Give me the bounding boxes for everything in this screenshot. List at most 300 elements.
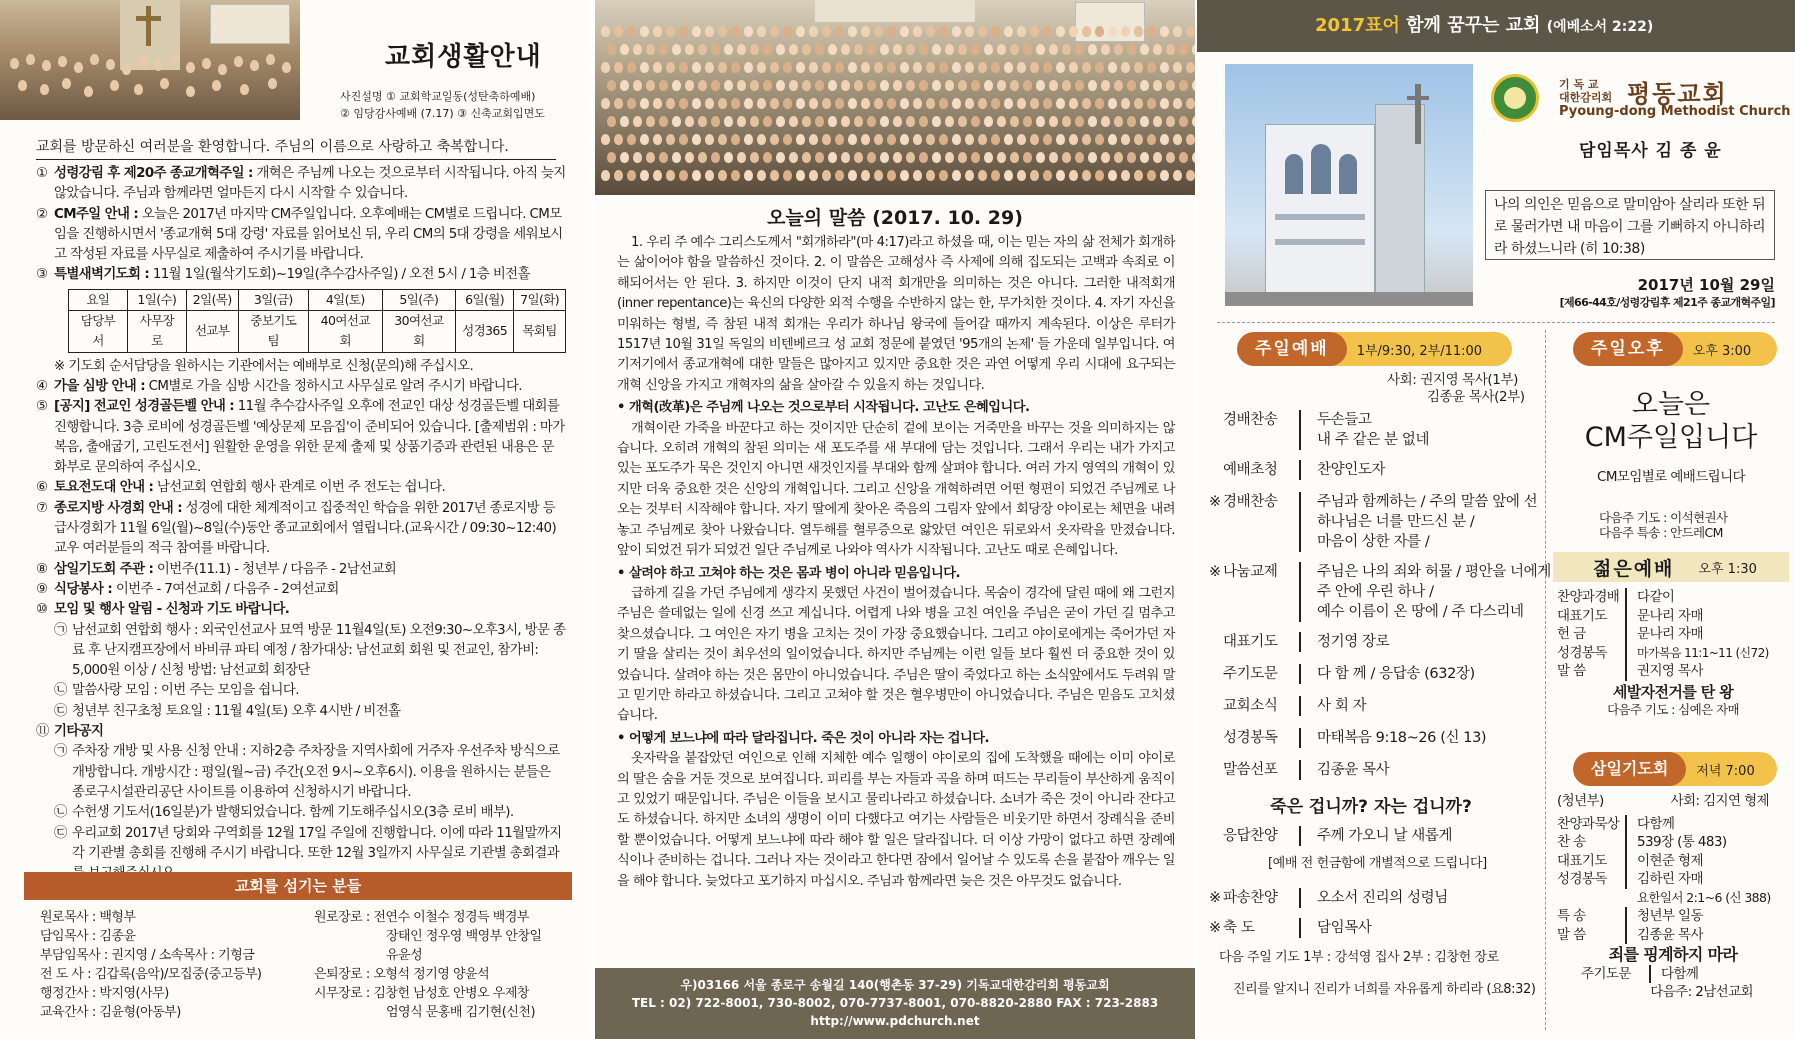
crowd-face (1140, 80, 1149, 91)
staff-line: 은퇴장로 : 오형석 정기영 양윤석 (314, 967, 490, 982)
staff-line: 전 도 사 : 김갑록(음악)/모집중(중고등부) (40, 967, 262, 982)
staff-line: 원로목사 : 백형부 (40, 910, 136, 925)
crowd-face (1095, 98, 1104, 109)
crowd-face (601, 134, 610, 145)
crowd-face (926, 134, 935, 145)
crowd-face (744, 62, 753, 73)
crowd-face (1017, 98, 1026, 109)
crowd-face (809, 170, 818, 181)
crowd-face (640, 134, 649, 145)
staff-line: 교육간사 : 김윤형(아동부) (40, 1005, 181, 1020)
crowd-face (1134, 170, 1143, 181)
crowd-face (1030, 170, 1039, 181)
crowd-face (698, 116, 707, 127)
crowd-face (809, 98, 818, 109)
crowd-face (789, 116, 798, 127)
crowd-face (945, 152, 954, 163)
crowd-face (848, 170, 857, 181)
crowd-face (906, 80, 915, 91)
church-name-english: Pyoung-dong Methodist Church (1559, 104, 1791, 119)
crowd-face (939, 26, 948, 37)
crowd-face (750, 152, 759, 163)
order-value: 김종윤 목사 (1317, 762, 1390, 778)
crowd-face (789, 80, 798, 91)
crowd-face (796, 26, 805, 37)
crowd-face (653, 62, 662, 73)
crowd-face (692, 26, 701, 37)
website-link[interactable]: http://www.pdchurch.net (810, 1014, 980, 1028)
crowd-face (965, 26, 974, 37)
order-value: 내 주 같은 분 없네 (1317, 432, 1430, 448)
crowd-face (633, 116, 642, 127)
crowd-face (698, 80, 707, 91)
crowd-face (601, 62, 610, 73)
crowd-face (718, 170, 727, 181)
crowd-face (718, 26, 727, 37)
crowd-face (1036, 116, 1045, 127)
crowd-face (958, 44, 967, 55)
photo-caption-line: 사진설명 ① 교회학교일동(성탄축하예배) (340, 90, 536, 103)
crowd-face (614, 98, 623, 109)
order-value: 담임목사 (1317, 920, 1372, 936)
crowd-face (1121, 134, 1130, 145)
crowd-face (835, 62, 844, 73)
crowd-face (1121, 170, 1130, 181)
crowd-face (997, 116, 1006, 127)
item-text: 오늘은 2017년 마지막 CM주일입니다. 오후예배는 CM별로 드립니다. CM모임을 진행하시면서 '종교개혁 5대 강령' 자료를 읽어보신 뒤, 우리 CM의 5대 강령을 세워보시고 작성된 자료를 사무실로 제출하여 주시기를 바랍니다. (54, 206, 563, 263)
crowd-face (666, 62, 675, 73)
order-row (1557, 662, 1789, 681)
welcome-message: 교회를 방문하신 여러분을 환영합니다. 주님의 이름으로 사랑하고 축복합니다. (36, 136, 556, 160)
youth-sermon-title: 세발자전거를 탄 왕 (1612, 682, 1734, 701)
youth-order (1553, 588, 1789, 720)
announcements-panel (0, 0, 590, 1039)
sub-item-text: 우리교회 2017년 당회와 구역회를 12월 17일 주일에 진행합니다. 이에 따라 11월말까지 각 기관별 총회를 진행해 주시기 바랍니다. 또한 12월 3일까지 사무실로 기관별 총회결과 (72, 825, 562, 861)
crowd-face (763, 80, 772, 91)
crowd-face (1147, 134, 1156, 145)
order-value: 다함께 (1661, 965, 1699, 982)
motto-reference: (에베소서 2:22) (1546, 19, 1654, 35)
crowd-face (1075, 116, 1084, 127)
order-row (1209, 492, 1563, 552)
crowd-face (737, 44, 746, 55)
crowd-face (672, 116, 681, 127)
crowd-face (900, 62, 909, 73)
sub-item (36, 702, 566, 722)
item-number: ① (36, 166, 48, 181)
crowd-face (822, 134, 831, 145)
banner-line: CM주일입니다 (1584, 422, 1758, 453)
crowd-face (978, 98, 987, 109)
crowd-face (952, 170, 961, 181)
crowd-face (776, 152, 785, 163)
crowd-face (958, 152, 967, 163)
crowd-face (828, 152, 837, 163)
crowd-face (913, 98, 922, 109)
table-row (69, 311, 566, 353)
crowd-face (984, 116, 993, 127)
sub-item (36, 742, 566, 803)
staff-list-right (314, 908, 542, 1022)
crowd-face (828, 116, 837, 127)
church-name: 평동교회 (1627, 80, 1728, 108)
weekly-verse: 나의 의인은 믿음으로 말미암아 살리라 또한 뒤로 물러가면 내 마음이 그를 기뻐하지 아니하리라 하셨느니라 (히 10:38) (1485, 190, 1775, 260)
crowd-face (867, 44, 876, 55)
crowd-face (1108, 98, 1117, 109)
crowd-face (815, 152, 824, 163)
crowd-face (867, 152, 876, 163)
senior-pastor: 담임목사 김 종 윤 (1579, 141, 1722, 161)
crowd-face (1101, 44, 1110, 55)
crowd-face (724, 152, 733, 163)
crowd-face (607, 152, 616, 163)
crowd-face (802, 116, 811, 127)
crowd-face (659, 80, 668, 91)
crowd-face (763, 152, 772, 163)
announcement-item (36, 397, 566, 478)
announcement-item (36, 580, 566, 600)
crowd-face (906, 116, 915, 127)
crowd-face (841, 116, 850, 127)
crowd-face (757, 26, 766, 37)
crowd-face (731, 170, 740, 181)
crowd-face (1023, 80, 1032, 91)
order-value: 539장 (통 483) (1637, 834, 1727, 850)
crowd-face (1140, 44, 1149, 55)
crowd-face (685, 152, 694, 163)
worship-order-panel (1197, 0, 1795, 1039)
crowd-face (919, 80, 928, 91)
sermon-body (617, 233, 1175, 892)
crowd-face (1166, 44, 1175, 55)
crowd-face (952, 98, 961, 109)
order-row (1557, 644, 1789, 663)
crowd-face (614, 62, 623, 73)
order-label: 주기도문 (1223, 666, 1278, 682)
item-number: ③ (36, 267, 48, 283)
crowd-face (1134, 26, 1143, 37)
crowd-face (672, 80, 681, 91)
order-label: 파송찬양 (1223, 890, 1278, 906)
crowd-face (711, 80, 720, 91)
crowd-face (880, 152, 889, 163)
crowd-face (620, 152, 629, 163)
crowd-face (1108, 62, 1117, 73)
crowd-face (978, 134, 987, 145)
section-label: 주일오후 (1573, 332, 1683, 366)
crowd-face (874, 98, 883, 109)
crowd-face (1056, 170, 1065, 181)
crowd-face (1108, 170, 1117, 181)
crowd-face (1114, 44, 1123, 55)
crowd-face (627, 170, 636, 181)
crowd-face (861, 134, 870, 145)
table-cell: 1일(수) (127, 289, 186, 310)
crowd-face (646, 152, 655, 163)
crowd-face (1153, 44, 1162, 55)
announcement-item (36, 164, 566, 205)
crowd-face (1088, 152, 1097, 163)
crowd-face (1043, 98, 1052, 109)
crowd-face (731, 26, 740, 37)
crowd-face (1147, 98, 1156, 109)
crowd-face (1179, 116, 1188, 127)
crowd-face (1010, 116, 1019, 127)
item-heading: 가을 심방 안내 : (54, 378, 145, 394)
crowd-face (893, 152, 902, 163)
crowd-face (1062, 80, 1071, 91)
table-cell: 5일(주) (382, 289, 456, 310)
crowd-face (1023, 152, 1032, 163)
crowd-face (1101, 116, 1110, 127)
crowd-face (874, 170, 883, 181)
crowd-face (737, 80, 746, 91)
crowd-face (1147, 62, 1156, 73)
crowd (595, 18, 1195, 195)
crowd-face (692, 62, 701, 73)
crowd-face (1127, 116, 1136, 127)
crowd-face (685, 44, 694, 55)
crowd-face (893, 44, 902, 55)
crowd-face (848, 98, 857, 109)
sub-item (36, 803, 566, 823)
crowd-face (672, 152, 681, 163)
crowd-face (776, 44, 785, 55)
crowd-face (783, 62, 792, 73)
crowd-face (802, 44, 811, 55)
crowd-face (1069, 98, 1078, 109)
crowd-face (1160, 62, 1169, 73)
order-row (1557, 625, 1789, 644)
announcement-item (36, 265, 566, 285)
crowd-face (919, 44, 928, 55)
crowd-face (952, 62, 961, 73)
crowd-face (880, 80, 889, 91)
sunday-school-photo (0, 0, 300, 120)
sermon-title: 오늘의 말씀 (2017. 10. 29) (767, 207, 1023, 229)
item-number: ⑧ (36, 561, 48, 577)
crowd-face (679, 170, 688, 181)
crowd-face (1004, 98, 1013, 109)
crowd-face (887, 26, 896, 37)
crowd-face (1043, 26, 1052, 37)
crowd-face (861, 62, 870, 73)
crowd-face (750, 44, 759, 55)
sub-item-number: ㉠ (54, 622, 67, 638)
order-row (1557, 815, 1789, 834)
crowd-face (718, 98, 727, 109)
crowd-face (874, 26, 883, 37)
crowd-face (783, 26, 792, 37)
crowd-face (724, 80, 733, 91)
crowd-face (666, 134, 675, 145)
crowd-face (1075, 80, 1084, 91)
crowd-face (887, 62, 896, 73)
crowd-face (796, 98, 805, 109)
crowd-face (919, 152, 928, 163)
item-number: ⑩ (36, 602, 48, 618)
crowd-face (718, 134, 727, 145)
crowd-face (965, 134, 974, 145)
crowd-face (1030, 98, 1039, 109)
section-label: 삼일기도회 (1573, 752, 1686, 786)
crowd-face (1069, 62, 1078, 73)
crowd-face (991, 170, 1000, 181)
crowd-face (822, 26, 831, 37)
order-label: 헌 금 (1557, 626, 1586, 642)
leading-group: (청년부) (1557, 793, 1604, 809)
table-cell: 2일(목) (186, 289, 238, 310)
crowd-face (971, 152, 980, 163)
crowd-face (1192, 44, 1195, 55)
crowd-face (835, 26, 844, 37)
sub-item-number: ㉢ (54, 703, 67, 719)
item-heading: 특별새벽기도회 : (54, 267, 150, 283)
order-label: 예배초청 (1223, 462, 1278, 478)
order-row (1557, 907, 1789, 926)
table-cell: 6일(월) (456, 289, 514, 310)
crowd-face (926, 26, 935, 37)
crowd-face (737, 152, 746, 163)
crowd-face (997, 80, 1006, 91)
crowd-face (1127, 44, 1136, 55)
crowd-face (1186, 98, 1195, 109)
crowd-face (1114, 80, 1123, 91)
motto-text: 함께 꿈꾸는 교회 (1406, 15, 1541, 36)
crowd-face (640, 98, 649, 109)
crowd-face (1101, 152, 1110, 163)
crowd-face (1095, 62, 1104, 73)
crowd-face (1160, 26, 1169, 37)
order-value: 마음이 상한 자를 / (1317, 534, 1430, 550)
crowd-face (646, 80, 655, 91)
sub-item (36, 681, 566, 701)
order-row (1223, 696, 1563, 716)
crowd-face (1173, 170, 1182, 181)
order-label: 찬양과경배 (1557, 589, 1620, 605)
crowd-face (1192, 116, 1195, 127)
crowd-face (926, 62, 935, 73)
photo-caption-line: ② 임당감사예배 (7.17) ③ 신축교회입면도 (340, 107, 545, 120)
crowd-face (978, 62, 987, 73)
crowd-face (692, 98, 701, 109)
order-row (1209, 918, 1563, 938)
crowd-face (1004, 134, 1013, 145)
crowd-face (958, 116, 967, 127)
crowd-face (783, 134, 792, 145)
item-number: ② (36, 206, 48, 222)
crowd-face (1166, 116, 1175, 127)
crowd-face (1173, 26, 1182, 37)
sermon-paragraph: 옷자락을 붙잡았던 여인으로 인해 지체한 예수 일행이 야이로의 집에 도착했을 때에는 이미 야이로의 딸은 숨을 거둔 것으로 보여집니다. 피리를 부는 자들과 곡을 하며 떠드는 무리들이 부산하게 움직이고 있었기 때문입니다. 주님은 이들을 보시고 물리나라고 하셨습니다. 소녀가 죽은 것이 아니라 잔다고도 하셨습니다. 하지만 소녀의 생명이 이미 다했다고 여기는 사람들은 비웃기만 하면서 장례식을 준비할 뿐이었습니다. 어떻게 보느냐에 따라 해야 할 일은 달라집니다. 더 이상 가망이 없다고 하면 장례예식이나 준비하는 겁니다. 그러나 자는 것이라고 한다면 잠에서 일어날 수 있도록 손을 붙잡아 깨우는 일을 해야 합니다. 늦었다고 포기하지 마십시오. 주님과 함께라면 늦은 것은 아무것도 없습니다. (617, 751, 1175, 889)
closing-verse: 진리를 알지니 진리가 너희를 자유롭게 하리라 (요8:32) (1233, 982, 1536, 997)
crowd-face (1179, 44, 1188, 55)
crowd-face (1088, 80, 1097, 91)
crowd-face (1069, 170, 1078, 181)
crowd-face (1082, 134, 1091, 145)
crowd-face (932, 116, 941, 127)
crowd-face (1049, 116, 1058, 127)
crowd-face (1186, 170, 1195, 181)
crowd-face (867, 116, 876, 127)
wednesday-service-header (1573, 752, 1777, 786)
sermon-heading: • 살려야 하고 고쳐야 하는 것은 몸과 병이 아니라 믿음입니다. (617, 565, 960, 581)
order-value: 다같이 (1637, 589, 1675, 605)
order-row (1209, 562, 1563, 622)
crowd-face (685, 80, 694, 91)
crowd-face (887, 98, 896, 109)
order-row (1223, 760, 1563, 780)
crowd-face (653, 26, 662, 37)
crowd-face (744, 98, 753, 109)
standing-mark: ※ (1209, 920, 1221, 936)
crowd-face (770, 98, 779, 109)
service-time: 오후 3:00 (1692, 343, 1752, 359)
order-value: 문나리 자매 (1637, 607, 1703, 624)
crowd-face (1153, 152, 1162, 163)
crowd-face (627, 98, 636, 109)
crowd-face (620, 116, 629, 127)
crowd-face (1023, 44, 1032, 55)
crowd-face (1062, 44, 1071, 55)
crowd-face (614, 170, 623, 181)
crowd-face (861, 26, 870, 37)
leader-line: 사회: 권지영 목사(1부) (1387, 372, 1518, 388)
crowd-face (1166, 152, 1175, 163)
crowd-face (952, 26, 961, 37)
crowd-face (744, 170, 753, 181)
order-value: 마가복음 11:1~11 (신72) (1637, 645, 1769, 660)
crowd-face (815, 80, 824, 91)
crowd-face (770, 170, 779, 181)
crowd-face (1121, 98, 1130, 109)
item-text: 이번주 - 7여선교회 / 다음주 - 2여선교회 (112, 581, 339, 597)
crowd-face (698, 152, 707, 163)
crowd-face (1179, 80, 1188, 91)
crowd-face (1160, 170, 1169, 181)
crowd-face (1179, 152, 1188, 163)
crowd-face (939, 134, 948, 145)
order-row (1209, 888, 1563, 908)
crowd-face (1049, 152, 1058, 163)
item-text: 11월 1일(월삭기도회)~19일(추수감사주일) / 오전 5시 / 1층 비전홀 (149, 267, 530, 283)
item-number: ⑥ (36, 480, 48, 496)
crowd-face (1166, 80, 1175, 91)
crowd-face (809, 62, 818, 73)
crowd-face (991, 62, 1000, 73)
order-value: 정기영 장로 (1317, 634, 1390, 650)
crowd-face (711, 44, 720, 55)
crowd-face (653, 98, 662, 109)
crowd-face (913, 170, 922, 181)
sub-item-text: 주차장 개방 및 사용 신청 안내 : 지하2층 주차장을 지역사회에 거주자 우선주차 방식으로 개방합니다. 개방시간 : 평일(월~금) 주간(오전 9시~오후6시). 이용을 원하시는 분들은 종로구시설관리공단 사이트를 이용하여 신청하시기 바랍니다. (72, 744, 560, 800)
next-week-line: 다음주 특송 : 안드레CM (1599, 525, 1723, 540)
crowd-face (861, 170, 870, 181)
crowd-face (815, 44, 824, 55)
crowd-face (841, 152, 850, 163)
crowd-face (945, 80, 954, 91)
crowd-face (1069, 134, 1078, 145)
order-value: 하나님은 너를 만드신 분 / (1317, 514, 1475, 530)
crowd-face (1043, 134, 1052, 145)
crowd-face (900, 134, 909, 145)
crowd-face (737, 116, 746, 127)
crowd-face (692, 134, 701, 145)
crowd-face (1134, 134, 1143, 145)
crowd-face (861, 98, 870, 109)
crowd-face (1153, 80, 1162, 91)
staff-list-left (40, 908, 261, 1022)
